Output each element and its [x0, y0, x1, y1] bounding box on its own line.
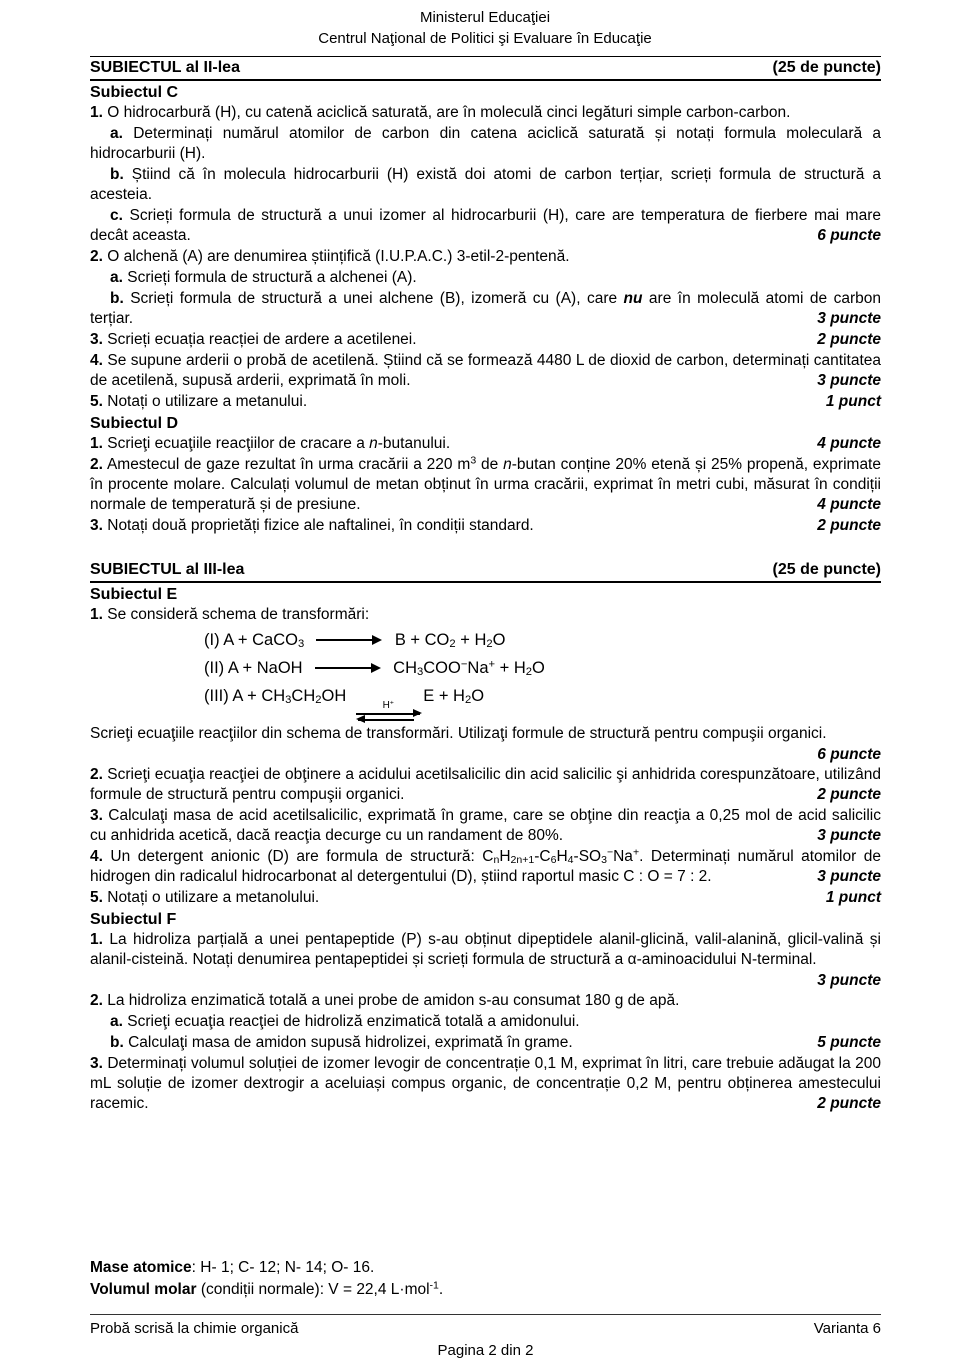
- text-run: 4.: [90, 352, 103, 369]
- text-run: b.: [110, 1033, 124, 1051]
- question-d-3: [90, 516, 881, 536]
- text-run: (condiții normale): V = 22,4 L·mol: [196, 1281, 430, 1298]
- points-label: 2 puncte: [817, 785, 881, 803]
- text-run: E + H: [423, 687, 465, 705]
- points-label: 3 puncte: [817, 971, 881, 989]
- text-run: B + CO: [390, 631, 450, 649]
- points-label: 6 puncte: [817, 227, 881, 244]
- text-run: La hidroliza enzimatică totală a unei probe de amidon s-au consumat 180 g de apă.: [102, 991, 680, 1009]
- equation-1: [90, 628, 881, 653]
- text-run: Amestecul de gaze rezultat în urma cracării a 220 m: [102, 456, 471, 473]
- question-e-5: [90, 888, 881, 908]
- text-run: Un detergent anionic (D) are formula de structură: C: [102, 847, 494, 865]
- text-run: CH: [291, 687, 316, 705]
- question-f-2a: [90, 1012, 881, 1032]
- superscript: −: [460, 658, 468, 671]
- question-c-1c: [90, 206, 881, 246]
- question-e-3: [90, 806, 881, 846]
- subiectul-d-heading: Subiectul D: [90, 415, 179, 432]
- text-run: Na: [613, 847, 633, 865]
- question-f-1: [90, 930, 881, 970]
- reverse-arrow-icon: [358, 719, 414, 721]
- forward-arrow-icon: [356, 713, 420, 715]
- text-run: Știind că în molecula hidrocarburii (H) există doi atomi de carbon terțiar, scrieți formula de structură a acesteia.: [90, 166, 881, 203]
- text-run: Scrieţi ecuaţia reacţiei de hidroliză enzimatică totală a amidonului.: [122, 1012, 580, 1030]
- text-run: H: [556, 847, 568, 865]
- text-run: O hidrocarbură (H), cu catenă aciclică saturată, are în moleculă cinci legături simple carbon-carbon.: [102, 104, 791, 121]
- text-run: Calculaţi masa de acid acetilsalicilic, exprimată în grame, care se obţine din reacţia a 0,25 mol de acid salicilic cu anhidrida acetică, dacă reacţia decurge cu un randament de 80%.: [90, 806, 881, 844]
- footer-page-number: Pagina 2 din 2: [437, 1342, 534, 1359]
- text-run: Scrieţi ecuaţiile reacţiilor de cracare a: [102, 435, 370, 452]
- text-run: a.: [110, 125, 123, 142]
- section-title: SUBIECTUL al II-lea: [90, 59, 240, 76]
- text-run: 5.: [90, 888, 103, 906]
- text-run: H: [499, 847, 511, 865]
- question-c-5: [90, 392, 881, 412]
- text-run: (III) A + CH: [204, 687, 286, 705]
- text-run: 1.: [90, 606, 103, 623]
- text-run: OH: [321, 687, 347, 705]
- points-label: 2 puncte: [817, 331, 881, 348]
- question-c-2: [90, 247, 881, 267]
- text-run: + H: [455, 631, 487, 649]
- text-run: 2.: [90, 765, 103, 783]
- text-run: 2.: [90, 456, 103, 473]
- question-f-2: [90, 991, 881, 1011]
- subscript: 2n+1: [510, 853, 535, 866]
- atomic-masses-note: [90, 1257, 881, 1279]
- points-label: 3 puncte: [817, 310, 881, 327]
- footer-exam-name: Probă scrisă la chimie organică: [90, 1320, 299, 1337]
- text-run: c.: [110, 207, 123, 224]
- superscript: 3: [470, 454, 477, 467]
- subscript: 2: [315, 694, 322, 707]
- text-run: 3.: [90, 517, 103, 534]
- points-label: 1 punct: [825, 393, 881, 410]
- question-c-4: [90, 351, 881, 391]
- question-e-1-note: [90, 724, 881, 744]
- text-run: Notați o utilizare a metanolului.: [102, 888, 320, 906]
- subscript: 2: [486, 638, 493, 651]
- equation-2: [90, 656, 881, 681]
- text-run: COO: [423, 659, 461, 677]
- question-c-3: [90, 330, 881, 350]
- superscript: +: [488, 658, 496, 671]
- text-run: .: [438, 1281, 444, 1298]
- question-e-4: [90, 847, 881, 887]
- points-label: 6 puncte: [817, 745, 881, 763]
- document-footer: [90, 1314, 881, 1360]
- text-run: -SO: [573, 847, 602, 865]
- text-run: 1.: [90, 930, 103, 948]
- question-d-2: [90, 455, 881, 515]
- superscript: +: [632, 846, 640, 859]
- points-label: 1 punct: [825, 888, 881, 906]
- text-run: 4.: [90, 847, 103, 865]
- text-run: H: [382, 700, 390, 711]
- text-run: 1.: [90, 104, 103, 121]
- text-run: 3.: [90, 1054, 103, 1072]
- text-run: 5.: [90, 393, 103, 410]
- text-run: Scrieți formula de structură a unei alchene (B), izomeră cu (A), care: [123, 290, 624, 307]
- text-run: are în moleculă atomi de carbon terțiar.: [90, 290, 881, 327]
- text-run: 2.: [90, 991, 103, 1009]
- reaction-arrow-icon: [315, 667, 379, 669]
- text-run: nu: [623, 290, 643, 307]
- text-run: b.: [110, 290, 124, 307]
- question-c-2a: [90, 268, 881, 288]
- question-c-1a: [90, 124, 881, 164]
- text-run: Scrieți ecuația reacției de ardere a acetilenei.: [102, 331, 417, 348]
- section-points: (25 de puncte): [772, 561, 881, 578]
- reaction-arrow-icon: [316, 639, 380, 641]
- ministry-title: Ministerul Educaţiei: [419, 9, 551, 26]
- superscript: +: [389, 699, 394, 707]
- text-run: O alchenă (A) are denumirea științifică (I.U.P.A.C.) 3-etil-2-pentenă.: [102, 248, 570, 265]
- subiectul-3-banner: [90, 560, 881, 583]
- text-run: . Determinați numărul atomilor de hidrogen din radicalul hidrocarbonat al detergentului (D), știind raportul masic C : O = 7 : 2.: [90, 847, 881, 885]
- footer-variant: Varianta 6: [813, 1320, 881, 1337]
- text-run: Calculaţi masa de amidon supusă hidrolizei, exprimată în grame.: [123, 1033, 573, 1051]
- subscript: 3: [285, 694, 292, 707]
- superscript: −: [606, 846, 614, 859]
- center-title: Centrul Naţional de Politici şi Evaluare în Educaţie: [318, 30, 652, 47]
- subscript: 2: [464, 694, 472, 707]
- text-run: n: [503, 456, 512, 473]
- subiectul-e-heading: Subiectul E: [90, 586, 178, 603]
- points-label: 3 puncte: [817, 867, 881, 885]
- points-label: 2 puncte: [817, 517, 881, 534]
- question-d-1: [90, 434, 881, 454]
- text-run: O: [492, 631, 506, 649]
- subscript: 6: [550, 853, 557, 866]
- question-c-2b: [90, 289, 881, 329]
- text-run: Se supune arderii o probă de acetilenă. Știind că se formează 4480 L de dioxid de carbon, determinați cantitatea de acetilenă, supusă arderii, exprimată în moli.: [90, 352, 881, 389]
- footer-row: [90, 1320, 881, 1338]
- subiectul-2-banner: [90, 56, 881, 81]
- text-run: (I) A + CaCO: [204, 631, 298, 649]
- text-run: + H: [495, 659, 526, 677]
- text-run: : H- 1; C- 12; N- 14; O- 16.: [191, 1259, 375, 1276]
- text-run: Scrieţi ecuaţiile reacţiilor din schema de transformări. Utilizaţi formule de structură pentru compuşii organici.: [90, 724, 827, 742]
- exam-content: [90, 56, 881, 1114]
- equation-3: [90, 684, 881, 721]
- document-header: [0, 0, 970, 49]
- text-run: CH: [388, 659, 417, 677]
- text-run: 1.: [90, 435, 103, 452]
- question-f-3: [90, 1054, 881, 1114]
- question-e-2: [90, 765, 881, 805]
- question-c-1: [90, 103, 881, 123]
- data-notes: [90, 1257, 881, 1301]
- subscript: 3: [417, 666, 424, 679]
- molar-volume-note: [90, 1279, 881, 1301]
- subscript: 3: [298, 638, 305, 651]
- points-label: 4 puncte: [817, 496, 881, 513]
- text-run: -butanului.: [377, 435, 451, 452]
- superscript: -1: [429, 1279, 439, 1292]
- text-run: Scrieți formula de structură a alchenei (A).: [122, 269, 417, 286]
- question-c-1b: [90, 165, 881, 205]
- text-run: Determinați volumul soluției de izomer levogir de concentrație 0,1 M, exprimat în litri, care trebuie adăugat la 200 mL soluție de izomer dextrogir a aceluiași compus organic, de concentrație 0,2 M, pentru obținerea amestecului racemic.: [90, 1054, 881, 1112]
- text-run: Mase atomice: [90, 1259, 192, 1276]
- question-f-2b: [90, 1033, 881, 1053]
- points-label: 3 puncte: [817, 372, 881, 389]
- text-run: Notați două proprietăți fizice ale naftalinei, în condiții standard.: [102, 517, 534, 534]
- points-label: 3 puncte: [817, 826, 881, 844]
- section-title: SUBIECTUL al III-lea: [90, 561, 245, 578]
- text-run: n: [369, 435, 378, 452]
- text-run: La hidroliza parțială a unei pentapeptide (P) s-au obținut dipeptidele alanil-glicină, valil-alanină, glicil-valină și alanil-cisteină. Notați denumirea pentapeptidei și scrieți formula de structură a α-aminoacidului N-terminal.: [90, 930, 881, 968]
- text-run: Notați o utilizare a metanului.: [102, 393, 308, 410]
- text-run: O: [532, 659, 545, 677]
- text-run: Scrieți formula de structură a unui izomer al hidrocarburii (H), care are temperatura de fierbere mai mare decât aceasta.: [90, 207, 881, 244]
- text-run: de: [476, 456, 504, 473]
- points-label: 5 puncte: [817, 1033, 881, 1051]
- text-run: a.: [110, 269, 123, 286]
- text-run: -C: [534, 847, 551, 865]
- subscript: 3: [601, 853, 607, 866]
- catalyst-label: [383, 700, 394, 711]
- text-run: Na: [467, 659, 489, 677]
- subiectul-f-heading: Subiectul F: [90, 910, 177, 928]
- text-run: 2.: [90, 248, 103, 265]
- points-label: 4 puncte: [817, 435, 881, 452]
- subscript: 2: [525, 666, 533, 679]
- text-run: Se consideră schema de transformări:: [102, 606, 370, 623]
- text-run: -butan conține 20% etenă și 25% propenă, exprimate în procente molare. Calculați volumul de metan obținut în urma cracării, exprimat în metri cubi, măsurat în condiții normale de temperatură și de presiune.: [90, 456, 881, 513]
- question-e-1: [90, 605, 881, 625]
- text-run: Volumul molar: [90, 1281, 197, 1298]
- text-run: a.: [110, 1012, 123, 1030]
- text-run: b.: [110, 166, 124, 183]
- subscript: n: [493, 853, 500, 866]
- text-run: O: [471, 687, 485, 705]
- text-run: (II) A + NaOH: [204, 659, 303, 677]
- text-run: Determinați numărul atomilor de carbon din catena aciclică saturată și notați formula moleculară a hidrocarburii (H).: [90, 125, 881, 162]
- subscript: 4: [567, 853, 574, 866]
- equilibrium-arrow-icon: [356, 700, 420, 721]
- text-run: 3.: [90, 331, 103, 348]
- section-points: (25 de puncte): [772, 59, 881, 76]
- points-label: 2 puncte: [817, 1094, 881, 1112]
- text-run: 3.: [90, 806, 103, 824]
- subscript: 2: [449, 638, 456, 651]
- text-run: Scrieţi ecuaţia reacţiei de obţinere a acidului acetilsalicilic din acid salicilic şi anhidrida corespunzătoare, utilizând formule de structură pentru compuşii organici.: [90, 765, 881, 803]
- subiectul-c-heading: Subiectul C: [90, 84, 179, 101]
